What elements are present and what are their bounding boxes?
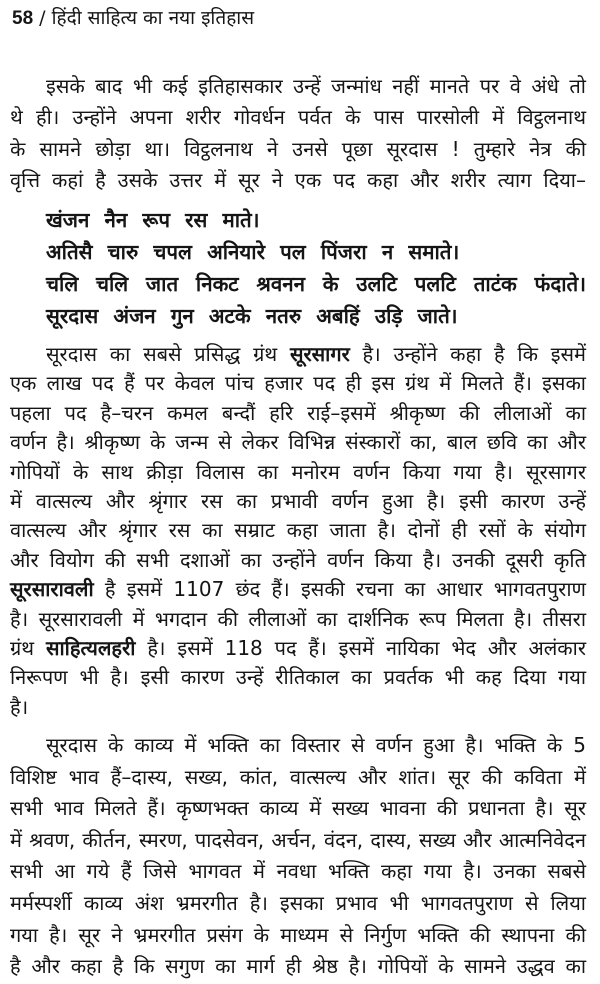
text-segment: वर्णन है। श्रीकृष्ण के जन्म से लेकर विभिन्न संस्कारों का, बाल छवि का और (10, 430, 586, 455)
text-segment: है। इसमें 118 पद हैं। इसमें नायिका भेद और अलंकार (135, 636, 586, 661)
text-line (10, 693, 586, 722)
text-segment: में श्रवण, कीर्तन, स्मरण, पादसेवन, अर्चन, वंदन, दास्य, सख्य और आत्मनिवेदन (10, 827, 586, 852)
text-segment: इसके बाद भी कई इतिहासकार उन्हें जन्मांध नहीं मानते पर वे अंधे तो (46, 74, 586, 98)
text-line (10, 428, 586, 457)
header-separator: / (33, 7, 52, 29)
text-line (10, 920, 586, 952)
text-line (10, 399, 586, 428)
text-line (10, 165, 586, 196)
paragraph-bhakti (10, 730, 586, 983)
text-segment: अतिसै चारु चपल अनियारे पल पिंजरा न समाते। (46, 240, 460, 264)
text-line (10, 825, 586, 857)
text-line (10, 634, 586, 663)
text-segment: सूरदास अंजन गुन अटके नतरु अबहिं उड़ि जाते। (46, 304, 458, 328)
text-line (10, 951, 586, 983)
text-segment: गोपियों के साथ क्रीड़ा विलास का मनोरम वर्णन किया गया है। सूरसागर (10, 459, 586, 484)
text-segment: थे ही। उन्होंने अपना शरीर गोवर्धन पर्वत के पास पारसोली में विट्ठलनाथ (10, 105, 586, 130)
text-line (10, 369, 586, 398)
text-segment: चलि चलि जात निकट श्रवनन के उलटि पलटि ताटंक फंदाते। (46, 272, 586, 296)
text-segment: सभी आ गये हैं जिसे भागवत में नवधा भक्ति कहा गया है। उनका सबसे (10, 859, 586, 884)
text-segment: वात्सल्य और श्रृंगार रस का सम्राट कहा जाता है। दोनों ही रसों के संयोग (10, 518, 586, 543)
verse-line (46, 268, 586, 300)
verse-line (46, 236, 586, 268)
text-segment: है। (10, 694, 29, 719)
text-segment: पहला पद है–चरन कमल बन्दौं हरि राई–इसमें श्रीकृष्ण की लीलाओं का (10, 400, 586, 425)
paragraph-intro (10, 71, 586, 196)
text-segment: मर्मस्पर्शी काव्य अंश भ्रमरगीत है। इसका प्रभाव भी भागवतपुराण से लिया (10, 890, 586, 915)
text-segment: है और कहा है कि सगुण का मार्ग ही श्रेष्ठ है। गोपियों के सामने उद्धव का (10, 954, 586, 979)
text-line (10, 340, 586, 369)
text-segment: ग्रंथ (10, 636, 46, 661)
text-segment: और वियोग की सभी दशाओं का उन्होंने वर्णन किया है। उनकी दूसरी कृति (10, 547, 586, 572)
text-line (10, 856, 586, 888)
bold-work-title: सूरसारावली (10, 577, 94, 602)
text-segment: है। उन्होंने कहा है कि इसमें (349, 342, 586, 366)
bold-work-title: साहित्यलहरी (45, 636, 136, 661)
text-line (10, 487, 586, 516)
verse-line (46, 300, 586, 332)
text-line (10, 546, 586, 575)
text-segment: वृत्ति कहां है उसके उत्तर में सूर ने एक पद कहा और शरीर त्याग दिया– (10, 167, 586, 192)
text-segment: एक लाख पद हैं पर केवल पांच हजार पद ही इस ग्रंथ में मिलते हैं। इसका (10, 371, 586, 396)
text-segment: सूरदास का सबसे प्रसिद्ध ग्रंथ (46, 342, 290, 366)
text-segment: सभी भाव मिलते हैं। कृष्णभक्त काव्य में सख्य भावना की प्रधानता है। सूर (10, 796, 586, 821)
text-line (10, 102, 586, 133)
text-segment: है इसमें 1107 छंद हैं। इसकी रचना का आधार भागवतपुराण (93, 577, 586, 602)
text-line (10, 793, 586, 825)
text-segment: में वात्सल्य और श्रृंगार रस का प्रभावी वर्णन हुआ है। इसी कारण उन्हें (10, 489, 586, 514)
book-title: हिंदी साहित्य का नया इतिहास (51, 7, 255, 29)
text-line (10, 575, 586, 604)
text-line (10, 663, 586, 692)
text-segment: है। सूरसारावली में भगदान की लीलाओं का दार्शनिक रूप मिलता है। तीसरा (10, 606, 586, 631)
running-header (12, 4, 254, 33)
text-line (10, 71, 586, 102)
text-segment: खंजन नैन रूप रस माते। (46, 208, 260, 232)
text-line (10, 762, 586, 794)
bold-work-title: सूरसागर (289, 342, 350, 366)
text-line (10, 458, 586, 487)
page-number: 58 (12, 8, 34, 29)
text-segment: विशिष्ट भाव हैं–दास्य, सख्य, कांत, वात्सल्य और शांत। सूर की कविता में (10, 764, 586, 789)
text-segment: गया है। सूर ने भ्रमरगीत प्रसंग के माध्यम से निर्गुण भक्ति की स्थापना की (10, 922, 586, 947)
text-segment: सूरदास के काव्य में भक्ति का विस्तार से वर्णन हुआ है। भक्ति के 5 (46, 733, 586, 757)
verse-line (46, 204, 586, 236)
text-line (10, 134, 586, 165)
text-segment: निरूपण भी है। इसी कारण उन्हें रीतिकाल का प्रवर्तक भी कह दिया गया (10, 665, 586, 690)
paragraph-works (10, 340, 586, 722)
text-line (10, 730, 586, 762)
text-segment: के सामने छोड़ा था। विट्ठलनाथ ने उनसे पूछा सूरदास ! तुम्हारे नेत्र की (10, 136, 586, 161)
verse-quote (46, 204, 586, 332)
text-line (10, 516, 586, 545)
text-line (10, 605, 586, 634)
text-line (10, 888, 586, 920)
